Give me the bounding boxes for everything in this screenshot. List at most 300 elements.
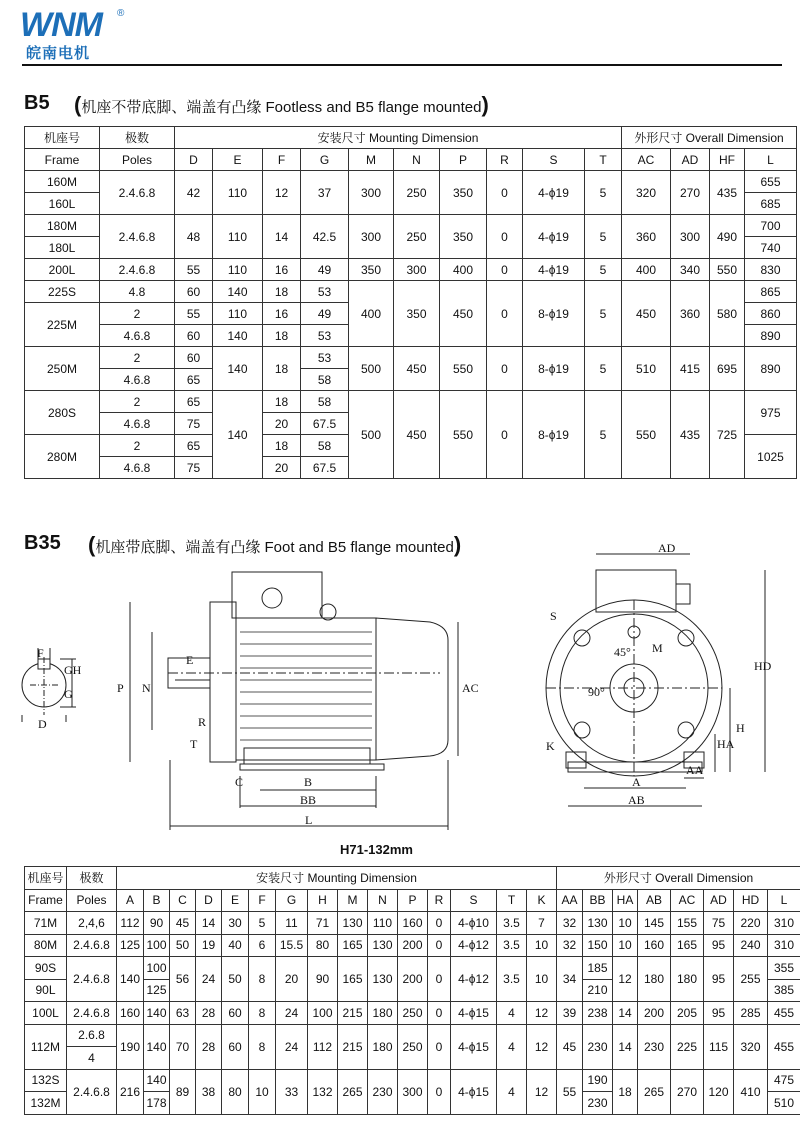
header-overall: 外形尺寸 Overall Dimension [557,867,800,890]
table-cell: 19 [196,934,222,957]
label-HD: HD [754,659,772,673]
table-cell: 8 [249,1002,276,1025]
table-cell: 140 [144,1024,170,1069]
table-cell: 132S [25,1069,67,1092]
table-cell: 50 [222,957,249,1002]
table-cell: 140 [144,1069,170,1092]
col-header: G [301,149,349,171]
table-cell: 110 [213,259,263,281]
table-cell: 14 [613,1024,638,1069]
table-cell: 200 [398,957,428,1002]
table-cell: 0 [428,912,451,935]
table-cell: 165 [338,934,368,957]
table-cell: 740 [745,237,797,259]
table-cell: 28 [196,1024,222,1069]
label-T: T [190,737,198,751]
col-header: AC [671,889,704,912]
table-cell: 130 [368,957,398,1002]
table-cell: 75 [175,457,213,479]
b35-dimension-table [24,866,800,1115]
header-mounting: 安装尺寸 Mounting Dimension [117,867,557,890]
label-K: K [546,739,555,753]
table-cell: 4-ϕ12 [451,934,497,957]
table-cell: 3.5 [497,957,527,1002]
table-cell: 45 [170,912,196,935]
table-row [25,259,797,281]
table-cell: 320 [622,171,671,215]
col-header: R [428,889,451,912]
table-cell: 8 [249,1024,276,1069]
table-cell: 132 [308,1069,338,1114]
table-cell: 58 [301,391,349,413]
table-cell: 2.4.6.8 [67,957,117,1002]
table-cell: 8-ϕ19 [523,281,585,347]
header-poles-en: Poles [67,889,117,912]
table-cell: 18 [263,325,301,347]
table-cell: 15.5 [276,934,308,957]
col-header: G [276,889,308,912]
table-cell: 0 [487,347,523,391]
label-F: F [37,646,44,660]
table-cell: 40 [222,934,249,957]
table-cell: 355 [768,957,800,980]
table-cell: 8-ϕ19 [523,347,585,391]
table-cell: 63 [170,1002,196,1025]
table-cell: 49 [301,259,349,281]
table-cell: 4-ϕ19 [523,171,585,215]
table-cell: 5 [585,281,622,347]
table-cell: 145 [638,912,671,935]
table-cell: 71 [308,912,338,935]
table-cell: 90S [25,957,67,980]
label-90deg: 90° [588,685,605,699]
table-cell: 300 [349,171,394,215]
table-cell: 10 [527,934,557,957]
col-header: T [585,149,622,171]
table-cell: 67.5 [301,457,349,479]
table-cell: 200 [398,934,428,957]
table-cell: 200L [25,259,100,281]
shaft-section-view [22,648,76,722]
table-cell: 238 [583,1002,613,1025]
table-cell: 60 [222,1002,249,1025]
table-cell: 510 [768,1092,800,1115]
table-cell: 225M [25,303,100,347]
table-cell: 4 [497,1069,527,1114]
table-cell: 450 [394,347,440,391]
table-row [25,934,800,957]
table-cell: 550 [440,347,487,391]
table-cell: 140 [213,281,263,303]
table-cell: 4-ϕ15 [451,1002,497,1025]
table-cell: 4-ϕ10 [451,912,497,935]
table-cell: 180 [671,957,704,1002]
table-cell: 4.8 [100,281,175,303]
table-cell: 975 [745,391,797,435]
table-cell: 4.6.8 [100,413,175,435]
table-cell: 0 [487,171,523,215]
header-poles-cn: 极数 [67,867,117,890]
table-cell: 0 [428,1024,451,1069]
table-cell: 33 [276,1069,308,1114]
header-frame-en: Frame [25,149,100,171]
table-cell: 14 [613,1002,638,1025]
table-cell: 340 [671,259,710,281]
col-header: N [368,889,398,912]
b35-description: (机座带底脚、端盖有凸缘 Foot and B5 flange mounted) [88,532,462,557]
col-header: C [170,889,196,912]
col-header: A [117,889,144,912]
table-cell: 216 [117,1069,144,1114]
header-frame-en: Frame [25,889,67,912]
table-cell: 5 [585,171,622,215]
table-cell: 510 [622,347,671,391]
table-cell: 5 [585,391,622,479]
label-B: B [304,775,313,789]
table-cell: 60 [222,1024,249,1069]
table-cell: 4-ϕ19 [523,215,585,259]
table-cell: 20 [263,457,301,479]
table-cell: 95 [704,1002,734,1025]
table-cell: 400 [349,281,394,347]
table-cell: 90 [308,957,338,1002]
label-C: C [235,775,244,789]
table-cell: 55 [175,303,213,325]
col-header: AC [622,149,671,171]
table-cell: 65 [175,391,213,413]
table-cell: 360 [671,281,710,347]
table-cell: 655 [745,171,797,193]
table-row [25,957,800,980]
table-cell: 165 [338,957,368,1002]
table-cell: 2.4.6.8 [67,934,117,957]
table-cell: 14 [196,912,222,935]
table-cell: 350 [440,215,487,259]
table-cell: 4.6.8 [100,457,175,479]
table-cell: 2.4.6.8 [67,1002,117,1025]
table-cell: 300 [349,215,394,259]
table-cell: 5 [585,259,622,281]
table-cell: 24 [196,957,222,1002]
col-header: F [263,149,301,171]
table-cell: 38 [196,1069,222,1114]
table-cell: 580 [710,281,745,347]
col-header: AA [557,889,583,912]
label-D: D [38,717,47,731]
table-cell: 200 [638,1002,671,1025]
table-cell: 230 [583,1024,613,1069]
table-cell: 550 [710,259,745,281]
table-cell: 4 [497,1024,527,1069]
table-row [25,215,797,237]
table-cell: 100L [25,1002,67,1025]
header-frame-cn: 机座号 [25,127,100,149]
col-header: HD [734,889,768,912]
table-cell: 310 [768,934,800,957]
table-cell: 230 [583,1092,613,1115]
table-cell: 10 [613,912,638,935]
col-header: B [144,889,170,912]
table-cell: 90L [25,979,67,1002]
table-cell: 20 [263,413,301,435]
table-cell: 890 [745,347,797,391]
table-cell: 90 [144,912,170,935]
table-cell: 2.4.6.8 [100,259,175,281]
table-cell: 4.6.8 [100,325,175,347]
table-cell: 5 [249,912,276,935]
registered-mark: ® [117,8,125,19]
table-cell: 205 [671,1002,704,1025]
table-cell: 4.6.8 [100,369,175,391]
table-cell: 110 [368,912,398,935]
table-cell: 112 [117,912,144,935]
table-cell: 65 [175,369,213,391]
label-AC: AC [462,681,479,695]
table-cell: 4 [67,1047,117,1070]
page-header [0,0,800,70]
table-row [25,912,800,935]
table-cell: 130 [368,934,398,957]
label-A: A [632,775,641,789]
table-cell: 4-ϕ19 [523,259,585,281]
brand-name: 皖南电机 [26,45,91,62]
col-header: D [196,889,222,912]
table-row [25,391,797,413]
table-cell: 180 [638,957,671,1002]
table-cell: 455 [768,1002,800,1025]
table-cell: 320 [734,1024,768,1069]
table-cell: 685 [745,193,797,215]
table-cell: 115 [704,1024,734,1069]
table-cell: 55 [175,259,213,281]
col-header: E [222,889,249,912]
table-cell: 160 [117,1002,144,1025]
table-cell: 270 [671,1069,704,1114]
table-cell: 10 [527,957,557,1002]
table-cell: 140 [213,391,263,479]
table-cell: 0 [487,215,523,259]
table-cell: 50 [170,934,196,957]
table-cell: 3.5 [497,934,527,957]
drawing-caption: H71-132mm [340,842,413,857]
table-cell: 24 [276,1002,308,1025]
table-cell: 120 [704,1069,734,1114]
table-cell: 215 [338,1002,368,1025]
col-header: HA [613,889,638,912]
table-cell: 160 [638,934,671,957]
table-cell: 39 [557,1002,583,1025]
col-header: R [487,149,523,171]
table-cell: 300 [398,1069,428,1114]
b5-title: B5 [24,92,50,114]
table-cell: 60 [175,347,213,369]
table-cell: 725 [710,391,745,479]
label-H: H [736,721,745,735]
table-cell: 150 [583,934,613,957]
table-row [25,1024,800,1047]
table-cell: 125 [117,934,144,957]
table-cell: 1025 [745,435,797,479]
table-cell: 32 [557,934,583,957]
table-cell: 100 [144,957,170,980]
header-poles-cn: 极数 [100,127,175,149]
table-cell: 100 [308,1002,338,1025]
header-frame-cn: 机座号 [25,867,67,890]
table-cell: 360 [622,215,671,259]
table-cell: 215 [338,1024,368,1069]
table-cell: 37 [301,171,349,215]
table-cell: 2,4,6 [67,912,117,935]
table-cell: 500 [349,391,394,479]
table-cell: 450 [440,281,487,347]
table-cell: 455 [768,1024,800,1069]
table-row [25,1069,800,1092]
table-cell: 190 [117,1024,144,1069]
table-cell: 112 [308,1024,338,1069]
table-cell: 5 [585,215,622,259]
table-cell: 42.5 [301,215,349,259]
label-M: M [652,641,663,655]
table-cell: 3.5 [497,912,527,935]
table-cell: 2.4.6.8 [67,1069,117,1114]
table-cell: 435 [710,171,745,215]
table-cell: 140 [144,1002,170,1025]
table-cell: 220 [734,912,768,935]
table-cell: 8-ϕ19 [523,391,585,479]
col-header: AD [704,889,734,912]
table-cell: 310 [768,912,800,935]
table-cell: 18 [263,435,301,457]
table-cell: 10 [249,1069,276,1114]
table-cell: 80 [308,934,338,957]
table-cell: 0 [428,1069,451,1114]
table-row [25,281,797,303]
motor-front-view [546,554,765,806]
table-cell: 250 [398,1002,428,1025]
label-HA: HA [717,737,735,751]
table-cell: 400 [622,259,671,281]
table-cell: 450 [622,281,671,347]
label-AD: AD [658,541,676,555]
table-cell: 475 [768,1069,800,1092]
table-cell: 16 [263,259,301,281]
table-cell: 24 [276,1024,308,1069]
table-cell: 89 [170,1069,196,1114]
table-cell: 130 [338,912,368,935]
table-cell: 60 [175,281,213,303]
table-row [25,347,797,369]
table-cell: 16 [263,303,301,325]
table-cell: 415 [671,347,710,391]
label-AB: AB [628,793,645,807]
table-cell: 53 [301,281,349,303]
label-P: P [117,681,124,695]
table-cell: 285 [734,1002,768,1025]
table-cell: 95 [704,957,734,1002]
table-cell: 8 [249,957,276,1002]
table-cell: 180 [368,1002,398,1025]
table-cell: 80M [25,934,67,957]
col-header: M [338,889,368,912]
label-E: E [186,653,194,667]
table-cell: 58 [301,435,349,457]
table-cell: 280S [25,391,100,435]
table-cell: 67.5 [301,413,349,435]
table-cell: 230 [638,1024,671,1069]
table-row [25,171,797,193]
table-cell: 2 [100,303,175,325]
table-cell: 225S [25,281,100,303]
col-header: HF [710,149,745,171]
table-cell: 56 [170,957,196,1002]
table-cell: 45 [557,1024,583,1069]
table-cell: 210 [583,979,613,1002]
table-cell: 53 [301,325,349,347]
table-cell: 71M [25,912,67,935]
table-cell: 28 [196,1002,222,1025]
table-cell: 112M [25,1024,67,1069]
table-cell: 2.6.8 [67,1024,117,1047]
table-cell: 0 [487,259,523,281]
table-cell: 225 [671,1024,704,1069]
table-cell: 2.4.6.8 [100,215,175,259]
label-G: G [64,687,73,701]
table-cell: 5 [585,347,622,391]
table-cell: 12 [527,1069,557,1114]
col-header: K [527,889,557,912]
table-cell: 350 [349,259,394,281]
table-cell: 7 [527,912,557,935]
label-L: L [305,813,313,827]
col-header: AD [671,149,710,171]
table-cell: 32 [557,912,583,935]
table-cell: 550 [440,391,487,479]
table-cell: 280M [25,435,100,479]
header-poles-en: Poles [100,149,175,171]
table-cell: 410 [734,1069,768,1114]
table-cell: 250 [398,1024,428,1069]
b5-description: (机座不带底脚、端盖有凸缘 Footless and B5 flange mounted) [74,92,489,117]
table-cell: 2 [100,435,175,457]
table-cell: 160M [25,171,100,193]
table-cell: 185 [583,957,613,980]
table-cell: 18 [263,281,301,303]
table-cell: 42 [175,171,213,215]
table-cell: 180 [368,1024,398,1069]
table-cell: 70 [170,1024,196,1069]
table-cell: 700 [745,215,797,237]
col-header: T [497,889,527,912]
label-GH: GH [64,663,82,677]
table-cell: 860 [745,303,797,325]
table-cell: 20 [276,957,308,1002]
table-cell: 500 [349,347,394,391]
table-cell: 2 [100,391,175,413]
table-cell: 130 [583,912,613,935]
table-cell: 250 [394,215,440,259]
table-cell: 14 [263,215,301,259]
table-cell: 125 [144,979,170,1002]
label-R: R [198,715,207,729]
table-cell: 4 [497,1002,527,1025]
col-header: E [213,149,263,171]
table-cell: 178 [144,1092,170,1115]
motor-side-view [130,572,458,830]
table-cell: 230 [368,1069,398,1114]
table-cell: 100 [144,934,170,957]
col-header: BB [583,889,613,912]
table-cell: 400 [440,259,487,281]
